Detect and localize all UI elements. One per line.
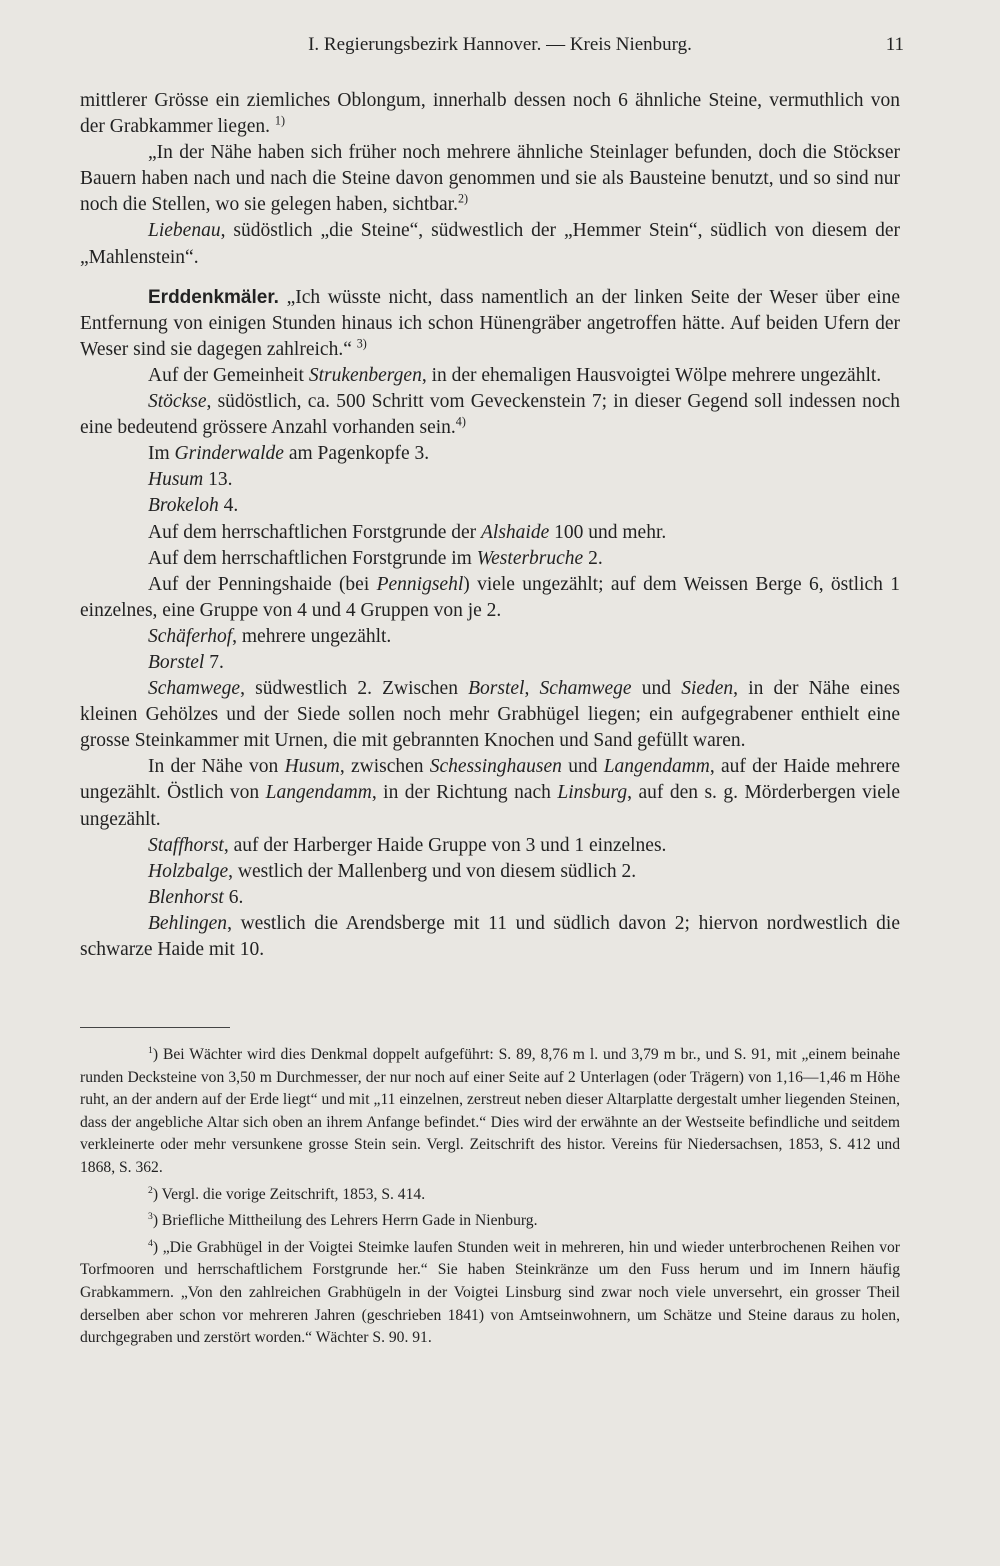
paragraph-text: am Pagenkopfe 3. — [283, 443, 430, 465]
paragraph — [80, 285, 900, 363]
footnote-mark: 4 — [148, 1237, 153, 1249]
page-number: 11 — [885, 34, 904, 55]
paragraph-text: , auf den s. g. Mörderbergen viele ungezählt. — [80, 782, 900, 830]
paragraph — [80, 676, 900, 754]
paragraph — [80, 911, 900, 963]
footnote-text: ) Briefliche Mittheilung des Lehrers Herrn Gade in Nienburg. — [152, 1212, 538, 1230]
paragraph-text: , westlich die Arendsberge mit 11 und südlich davon 2; hiervon nordwestlich die schwarze Haide mit 10. — [80, 912, 900, 960]
place-name: Grinderwalde — [174, 443, 284, 465]
footnote-ref: 4) — [455, 414, 466, 429]
paragraph-text: , südöstlich „die Steine“, südwestlich der „Hemmer Stein“, südlich von diesem der „Mahlenstein“. — [80, 220, 900, 268]
footnote-ref-number: 4 — [455, 414, 462, 429]
paragraph-text: ) viele ungezählt; auf dem Weissen Berge 6, östlich 1 einzelnes, eine Gruppe von 4 und 4 Gruppen von je 2. — [80, 573, 900, 621]
place-name: Brokeloh — [148, 495, 219, 517]
footnote-text: ) Bei Wächter wird dies Denkmal doppelt aufgeführt: S. 89, 8,76 m l. und 3,79 m br., und S. 91, mit „einem beinahe runden Decksteine von 3,50 m Durchmesser, der nur noch auf einer Seite auf 2 Unterlagen (oder Trägern) von 1,16—1,46 m Höhe ruht, an der andern auf der Erde liegt“ und mit „11 einzelnen, zerstreut neben dieser Altarplatte dergestalt umher liegenden Steinen, dass der angebliche Altar sich oben an ihrem Anfange befindet.“ Dies wird der erwähnte an der Westseite befindliche und seitdem verkleinerte oder mehr versunkene grosse Stein sein. Vergl. Zeitschrift des histor. Vereins für Niedersachsen, 1853, S. 412 und 1868, S. 362. — [80, 1046, 900, 1176]
footnote — [80, 1044, 900, 1180]
paragraph-text: „In der Nähe haben sich früher noch mehrere ähnliche Steinlager befunden, doch die Stöckser Bauern haben nach und nach die Steine davon genommen und sie als Bausteine benutzt, und so sind nur noch die Stellen, wo sie gelegen haben, sichtbar. — [80, 142, 900, 216]
paragraph — [80, 88, 900, 140]
paragraph — [80, 859, 900, 885]
paragraph-text: , südöstlich, ca. 500 Schritt vom Geveckenstein 7; in dieser Gegend soll indessen noch eine bedeutend grössere Anzahl vorhanden sein. — [80, 391, 900, 439]
paragraph-text: , — [524, 678, 540, 700]
footnote-mark: 3 — [148, 1210, 153, 1222]
paragraph — [80, 441, 900, 467]
footnote-ref-number: 3 — [356, 336, 363, 351]
footnotes — [80, 1044, 900, 1354]
paragraph-text: , in der ehemaligen Hausvoigtei Wölpe mehrere ungezählt. — [421, 364, 882, 386]
footnote — [80, 1210, 900, 1233]
paragraph — [80, 218, 900, 270]
place-name: Schäferhof — [148, 625, 233, 647]
place-name: Stöckse — [148, 391, 207, 413]
place-name: Alshaide — [481, 521, 550, 543]
paragraph-text: , zwischen — [339, 756, 430, 778]
paragraph-text: Auf der Penningshaide (bei — [148, 573, 377, 595]
paragraph-text: 7. — [204, 651, 224, 673]
paragraph-text: 6. — [223, 886, 244, 908]
paragraph — [80, 754, 900, 832]
footnote-text: ) „Die Grabhügel in der Voigtei Steimke laufen Stunden weit in mehreren, hin und wieder unterbrochenen Reihen vor Torfmooren und herrschaftlichem Forstgrunde her.“ Sie haben Steinkränze um den Fuss herum und im Innern häufig Grabkammern. „Von den zahlreichen Grabhügeln in der Voigtei Linsburg sind zwar noch viele unversehrt, ein grosser Theil derselben aber schon vor mehreren Jahren (geschrieben 1841) von Amtseinwohnern, um Schätze und Steine daraus zu holen, durchgegraben und zerstört worden.“ Wächter S. 90. 91. — [80, 1238, 900, 1347]
place-name: Schamwege — [539, 678, 632, 700]
place-name: Schamwege — [148, 678, 241, 700]
paragraph — [80, 572, 900, 624]
place-name: Pennigsehl — [376, 573, 464, 595]
footnote-mark: 1 — [148, 1044, 153, 1056]
paragraph-text: , mehrere ungezählt. — [232, 625, 392, 647]
place-name: Linsburg — [557, 782, 628, 804]
paragraph-text: Auf dem herrschaftlichen Forstgrunde im — [148, 547, 477, 569]
paragraph-text: , auf der Haide mehrere ungezählt. Östlich von — [80, 756, 900, 804]
paragraph — [80, 833, 900, 859]
footnote — [80, 1237, 900, 1350]
body-text — [80, 88, 900, 963]
paragraph-text: , auf der Harberger Haide Gruppe von 3 und 1 einzelnes. — [223, 834, 667, 856]
running-header — [0, 34, 1000, 60]
running-title: I. Regierungsbezirk Hannover. — Kreis Nienburg. — [308, 34, 692, 55]
paragraph — [80, 363, 900, 389]
paragraph-text: und — [631, 678, 682, 700]
paragraph — [80, 650, 900, 676]
paragraph-text: In der Nähe von — [148, 756, 285, 778]
footnote-divider — [80, 1027, 230, 1028]
place-name: Husum — [148, 469, 204, 491]
paragraph — [80, 885, 900, 911]
paragraph-text: Auf dem herrschaftlichen Forstgrunde der — [148, 521, 482, 543]
place-name: Husum — [284, 756, 340, 778]
paragraph — [80, 493, 900, 519]
paragraph — [80, 520, 900, 546]
footnote-ref-number: 1 — [274, 113, 281, 128]
footnote-text: ) Vergl. die vorige Zeitschrift, 1853, S. 414. — [152, 1185, 426, 1203]
footnote-ref: 3) — [356, 336, 367, 351]
paragraph-text: Auf der Gemeinheit — [148, 364, 309, 386]
place-name: Liebenau — [148, 220, 221, 242]
paragraph-text: mittlerer Grösse ein ziemliches Oblongum, innerhalb dessen noch 6 ähnliche Steine, vermuthlich von der Grabkammer liegen. — [80, 90, 900, 138]
place-name: Langendamm — [603, 756, 710, 778]
paragraph — [80, 624, 900, 650]
place-name: Borstel — [468, 678, 525, 700]
footnote-ref-number: 2 — [457, 191, 465, 206]
place-name: Westerbruche — [476, 547, 584, 569]
paragraph-text: 13. — [203, 469, 233, 491]
place-name: Sieden — [681, 678, 734, 700]
paragraph-text: 2. — [583, 547, 603, 569]
place-name: Borstel — [148, 651, 205, 673]
paragraph — [80, 140, 900, 218]
place-name: Behlingen — [148, 912, 228, 934]
paragraph — [80, 389, 900, 441]
footnote — [80, 1184, 900, 1207]
footnote-mark: 2 — [148, 1184, 153, 1196]
footnote-ref: 1) — [274, 113, 285, 128]
place-name: Strukenbergen — [308, 364, 422, 386]
paragraph-text: „Ich wüsste nicht, dass namentlich an der linken Seite der Weser über eine Entfernung von einigen Stunden hinaus ich schon Hünengräber angetroffen hätte. Auf beiden Ufern der Weser sind sie dagegen zahlreich.“ — [80, 286, 900, 360]
paragraph-text: , südwestlich 2. Zwischen — [240, 678, 469, 700]
place-name: Langendamm — [265, 782, 372, 804]
place-name: Blenhorst — [148, 886, 224, 908]
place-name: Holzbalge — [148, 860, 229, 882]
paragraph — [80, 546, 900, 572]
section-heading: Erddenkmäler. — [148, 286, 279, 308]
paragraph-text: 100 und mehr. — [549, 521, 667, 543]
paragraph-text: , in der Nähe eines kleinen Gehölzes und der Siede sollen noch mehr Grabhügel liegen; ein aufgegrabener enthielt eine grosse Steinkammer mit Urnen, die mit gebrannten Knochen und Sand gefüllt waren. — [80, 678, 901, 752]
paragraph — [80, 467, 900, 493]
place-name: Staffhorst — [148, 834, 224, 856]
paragraph-text: Im — [148, 443, 175, 465]
paragraph-text: 4. — [218, 495, 239, 517]
paragraph-text: , westlich der Mallenberg und von diesem südlich 2. — [228, 860, 637, 882]
footnote-ref: 2) — [457, 191, 469, 206]
paragraph-text: , in der Richtung nach — [371, 782, 558, 804]
paragraph-text: und — [561, 756, 604, 778]
place-name: Schessinghausen — [429, 756, 562, 778]
